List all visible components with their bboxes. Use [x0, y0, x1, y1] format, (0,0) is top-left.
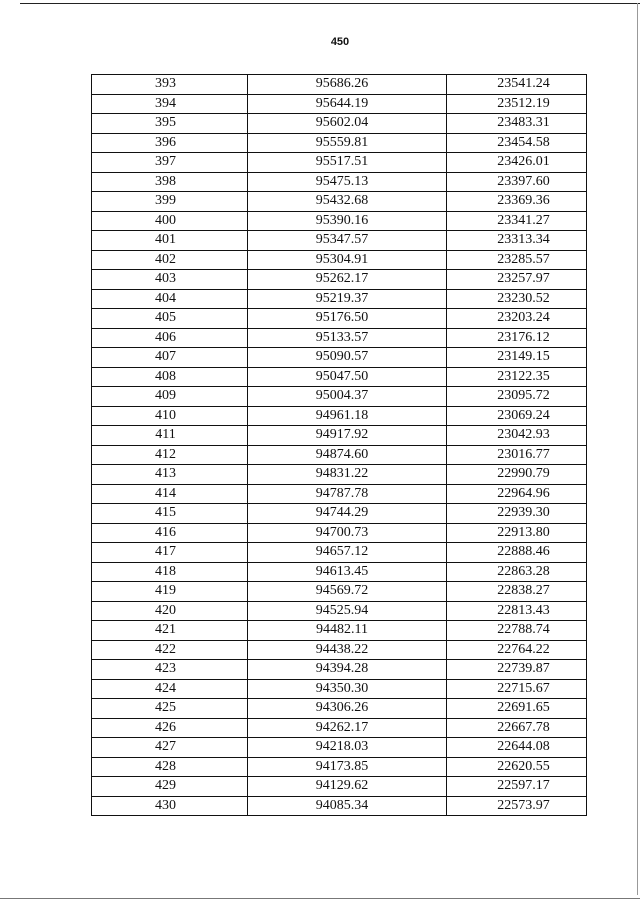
top-border-line — [20, 3, 640, 4]
value-b-cell: 22788.74 — [447, 621, 587, 641]
table-row — [92, 777, 587, 797]
table-row — [92, 445, 587, 465]
table-row — [92, 738, 587, 758]
value-a-cell: 94569.72 — [248, 582, 447, 602]
value-b-cell: 23122.35 — [447, 367, 587, 387]
value-b-cell: 23203.24 — [447, 309, 587, 329]
table-row — [92, 699, 587, 719]
table-row — [92, 406, 587, 426]
value-a-cell: 94613.45 — [248, 562, 447, 582]
value-a-cell: 94525.94 — [248, 601, 447, 621]
value-b-cell: 23016.77 — [447, 445, 587, 465]
value-a-cell: 94350.30 — [248, 679, 447, 699]
row-index-cell: 401 — [92, 231, 248, 251]
table-row — [92, 562, 587, 582]
table-row — [92, 309, 587, 329]
row-index-cell: 405 — [92, 309, 248, 329]
value-a-cell: 94129.62 — [248, 777, 447, 797]
row-index-cell: 414 — [92, 484, 248, 504]
row-index-cell: 402 — [92, 250, 248, 270]
value-a-cell: 95686.26 — [248, 75, 447, 95]
value-a-cell: 95047.50 — [248, 367, 447, 387]
bottom-border-line — [0, 898, 640, 899]
row-index-cell: 426 — [92, 718, 248, 738]
table-row — [92, 211, 587, 231]
value-b-cell: 22691.65 — [447, 699, 587, 719]
value-a-cell: 95004.37 — [248, 387, 447, 407]
row-index-cell: 419 — [92, 582, 248, 602]
table-row — [92, 387, 587, 407]
value-b-cell: 22939.30 — [447, 504, 587, 524]
value-b-cell: 23176.12 — [447, 328, 587, 348]
row-index-cell: 421 — [92, 621, 248, 641]
row-index-cell: 397 — [92, 153, 248, 173]
value-b-cell: 23257.97 — [447, 270, 587, 290]
value-b-cell: 22667.78 — [447, 718, 587, 738]
row-index-cell: 413 — [92, 465, 248, 485]
value-a-cell: 95432.68 — [248, 192, 447, 212]
table-row — [92, 367, 587, 387]
row-index-cell: 407 — [92, 348, 248, 368]
table-row — [92, 328, 587, 348]
value-a-cell: 94438.22 — [248, 640, 447, 660]
value-b-cell: 23341.27 — [447, 211, 587, 231]
value-a-cell: 94394.28 — [248, 660, 447, 680]
value-a-cell: 95390.16 — [248, 211, 447, 231]
row-index-cell: 394 — [92, 94, 248, 114]
value-b-cell: 23285.57 — [447, 250, 587, 270]
value-a-cell: 95644.19 — [248, 94, 447, 114]
table-row — [92, 582, 587, 602]
value-a-cell: 94874.60 — [248, 445, 447, 465]
row-index-cell: 411 — [92, 426, 248, 446]
table-row — [92, 796, 587, 816]
table-row — [92, 660, 587, 680]
table-row — [92, 192, 587, 212]
value-b-cell: 23541.24 — [447, 75, 587, 95]
table-row — [92, 94, 587, 114]
row-index-cell: 430 — [92, 796, 248, 816]
table-row — [92, 718, 587, 738]
row-index-cell: 400 — [92, 211, 248, 231]
value-a-cell: 95304.91 — [248, 250, 447, 270]
table-row — [92, 523, 587, 543]
value-a-cell: 94787.78 — [248, 484, 447, 504]
table-row — [92, 679, 587, 699]
row-index-cell: 417 — [92, 543, 248, 563]
table-row — [92, 426, 587, 446]
table-row — [92, 348, 587, 368]
value-b-cell: 22888.46 — [447, 543, 587, 563]
value-b-cell: 23095.72 — [447, 387, 587, 407]
row-index-cell: 393 — [92, 75, 248, 95]
table-row — [92, 289, 587, 309]
table-row — [92, 621, 587, 641]
right-border-line — [637, 3, 638, 895]
table-row — [92, 172, 587, 192]
table-row — [92, 757, 587, 777]
value-a-cell: 94744.29 — [248, 504, 447, 524]
row-index-cell: 398 — [92, 172, 248, 192]
value-a-cell: 95517.51 — [248, 153, 447, 173]
value-b-cell: 22863.28 — [447, 562, 587, 582]
table-row — [92, 250, 587, 270]
value-b-cell: 22620.55 — [447, 757, 587, 777]
row-index-cell: 420 — [92, 601, 248, 621]
row-index-cell: 410 — [92, 406, 248, 426]
value-b-cell: 22913.80 — [447, 523, 587, 543]
row-index-cell: 399 — [92, 192, 248, 212]
value-b-cell: 23313.34 — [447, 231, 587, 251]
value-a-cell: 94173.85 — [248, 757, 447, 777]
row-index-cell: 412 — [92, 445, 248, 465]
row-index-cell: 416 — [92, 523, 248, 543]
row-index-cell: 415 — [92, 504, 248, 524]
value-a-cell: 95475.13 — [248, 172, 447, 192]
table-row — [92, 153, 587, 173]
value-b-cell: 22739.87 — [447, 660, 587, 680]
row-index-cell: 424 — [92, 679, 248, 699]
value-a-cell: 94218.03 — [248, 738, 447, 758]
table-row — [92, 465, 587, 485]
table-row — [92, 504, 587, 524]
data-table — [91, 74, 587, 816]
value-a-cell: 95133.57 — [248, 328, 447, 348]
table-row — [92, 75, 587, 95]
value-a-cell: 95347.57 — [248, 231, 447, 251]
value-b-cell: 23069.24 — [447, 406, 587, 426]
row-index-cell: 428 — [92, 757, 248, 777]
row-index-cell: 408 — [92, 367, 248, 387]
row-index-cell: 423 — [92, 660, 248, 680]
value-a-cell: 95219.37 — [248, 289, 447, 309]
value-b-cell: 23426.01 — [447, 153, 587, 173]
value-b-cell: 23483.31 — [447, 114, 587, 134]
value-b-cell: 22715.67 — [447, 679, 587, 699]
row-index-cell: 396 — [92, 133, 248, 153]
value-a-cell: 95176.50 — [248, 309, 447, 329]
value-b-cell: 23042.93 — [447, 426, 587, 446]
value-b-cell: 22764.22 — [447, 640, 587, 660]
row-index-cell: 427 — [92, 738, 248, 758]
value-a-cell: 94657.12 — [248, 543, 447, 563]
value-b-cell: 23149.15 — [447, 348, 587, 368]
table-row — [92, 543, 587, 563]
value-b-cell: 22813.43 — [447, 601, 587, 621]
value-a-cell: 94482.11 — [248, 621, 447, 641]
value-b-cell: 23397.60 — [447, 172, 587, 192]
value-a-cell: 95090.57 — [248, 348, 447, 368]
table-row — [92, 231, 587, 251]
row-index-cell: 403 — [92, 270, 248, 290]
table-row — [92, 640, 587, 660]
row-index-cell: 418 — [92, 562, 248, 582]
value-b-cell: 23230.52 — [447, 289, 587, 309]
value-a-cell: 95262.17 — [248, 270, 447, 290]
row-index-cell: 425 — [92, 699, 248, 719]
value-a-cell: 94306.26 — [248, 699, 447, 719]
value-b-cell: 22838.27 — [447, 582, 587, 602]
table-row — [92, 484, 587, 504]
page-number: 450 — [330, 36, 350, 48]
value-a-cell: 94262.17 — [248, 718, 447, 738]
row-index-cell: 429 — [92, 777, 248, 797]
value-b-cell: 22990.79 — [447, 465, 587, 485]
row-index-cell: 404 — [92, 289, 248, 309]
value-a-cell: 94917.92 — [248, 426, 447, 446]
table-row — [92, 133, 587, 153]
table-row — [92, 114, 587, 134]
value-b-cell: 22573.97 — [447, 796, 587, 816]
value-a-cell: 94961.18 — [248, 406, 447, 426]
table-row — [92, 601, 587, 621]
value-a-cell: 94085.34 — [248, 796, 447, 816]
value-a-cell: 94700.73 — [248, 523, 447, 543]
value-a-cell: 94831.22 — [248, 465, 447, 485]
value-b-cell: 22597.17 — [447, 777, 587, 797]
value-b-cell: 23369.36 — [447, 192, 587, 212]
value-b-cell: 22644.08 — [447, 738, 587, 758]
value-a-cell: 95559.81 — [248, 133, 447, 153]
row-index-cell: 422 — [92, 640, 248, 660]
value-b-cell: 22964.96 — [447, 484, 587, 504]
value-a-cell: 95602.04 — [248, 114, 447, 134]
table-body — [92, 75, 587, 816]
value-b-cell: 23454.58 — [447, 133, 587, 153]
table-row — [92, 270, 587, 290]
value-b-cell: 23512.19 — [447, 94, 587, 114]
row-index-cell: 409 — [92, 387, 248, 407]
row-index-cell: 406 — [92, 328, 248, 348]
row-index-cell: 395 — [92, 114, 248, 134]
